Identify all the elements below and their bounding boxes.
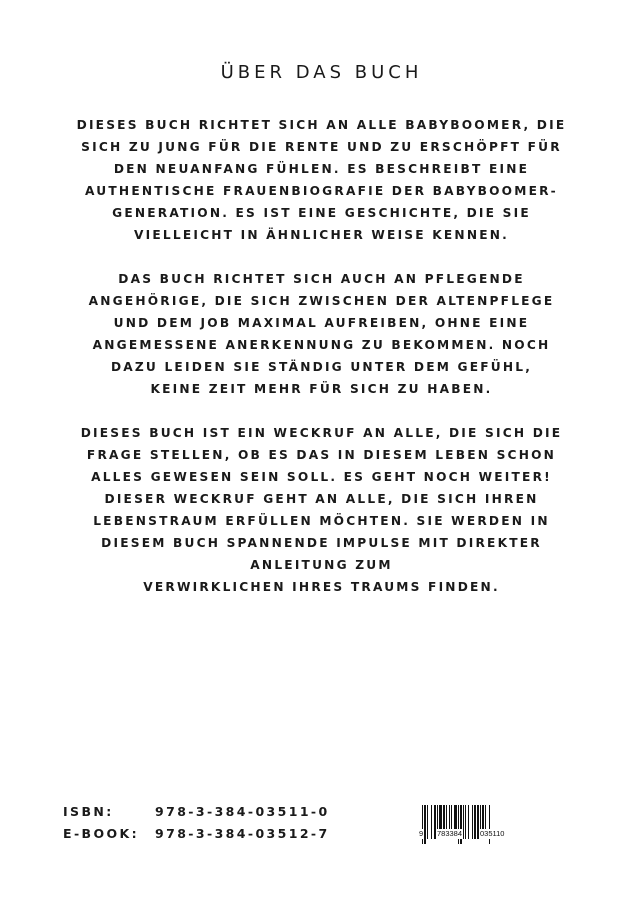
isbn-print-value: 978-3-384-03511-0 <box>155 804 330 819</box>
isbn-block <box>63 801 330 845</box>
text-line: ANLEITUNG ZUM <box>250 558 393 572</box>
isbn-print-row <box>63 801 330 823</box>
text-line: UND DEM JOB MAXIMAL AUFREIBEN, OHNE EINE <box>113 316 530 330</box>
text-line: DEN NEUANFANG FÜHLEN. ES BESCHREIBT EINE <box>113 162 530 176</box>
isbn-print-label: ISBN: <box>63 804 114 819</box>
text-line: ANGEHÖRIGE, DIE SICH ZWISCHEN DER ALTENPFLEGE <box>88 294 555 308</box>
barcode-digit-first: 9 <box>419 829 424 838</box>
text-line: FRAGE STELLEN, OB ES DAS IN DIESEM LEBEN SCHON <box>86 448 557 462</box>
barcode-digits <box>418 829 520 841</box>
text-line: SICH ZU JUNG FÜR DIE RENTE UND ZU ERSCHÖPFT FÜR <box>81 140 562 154</box>
text-line: DIESER WECKRUF GEHT AN ALLE, DIE SICH IHREN <box>104 492 539 506</box>
paragraph-2 <box>60 268 583 400</box>
isbn-ebook-value: 978-3-384-03512-7 <box>155 826 330 841</box>
text-line: AUTHENTISCHE FRAUENBIOGRAFIE DER BABYBOOMER- <box>85 184 558 198</box>
text-line: DAS BUCH RICHTET SICH AUCH AN PFLEGENDE <box>118 272 525 286</box>
description-text <box>60 114 583 620</box>
text-line: DIESES BUCH IST EIN WECKRUF AN ALLE, DIE SICH DIE <box>80 426 563 440</box>
text-line: ANGEMESSENE ANERKENNUNG ZU BEKOMMEN. NOCH <box>92 338 551 352</box>
text-line: DAZU LEIDEN SIE STÄNDIG UNTER DEM GEFÜHL, <box>110 360 533 374</box>
text-line: ALLES GEWESEN SEIN SOLL. ES GEHT NOCH WEITER! <box>91 470 552 484</box>
text-line: VIELLEICHT IN ÄHNLICHER WEISE KENNEN. <box>134 228 509 242</box>
text-line: LEBENSTRAUM ERFÜLLEN MÖCHTEN. SIE WERDEN IN <box>93 514 550 528</box>
barcode-digits-right: 035110 <box>480 829 505 838</box>
text-line: GENERATION. ES IST EINE GESCHICHTE, DIE SIE <box>112 206 531 220</box>
text-line: VERWIRKLICHEN IHRES TRAUMS FINDEN. <box>143 580 500 594</box>
isbn-ebook-label: E-BOOK: <box>63 826 139 841</box>
text-line: DIESEM BUCH SPANNENDE IMPULSE MIT DIREKTER <box>101 536 542 550</box>
barcode-digits-left: 783384 <box>437 829 463 838</box>
page-title: ÜBER DAS BUCH <box>220 62 423 83</box>
paragraph-3 <box>60 422 583 598</box>
paragraph-1 <box>60 114 583 246</box>
text-line: KEINE ZEIT MEHR FÜR SICH ZU HABEN. <box>150 382 493 396</box>
isbn-ebook-row <box>63 823 330 845</box>
text-line: DIESES BUCH RICHTET SICH AN ALLE BABYBOOMER, DIE <box>76 118 567 132</box>
